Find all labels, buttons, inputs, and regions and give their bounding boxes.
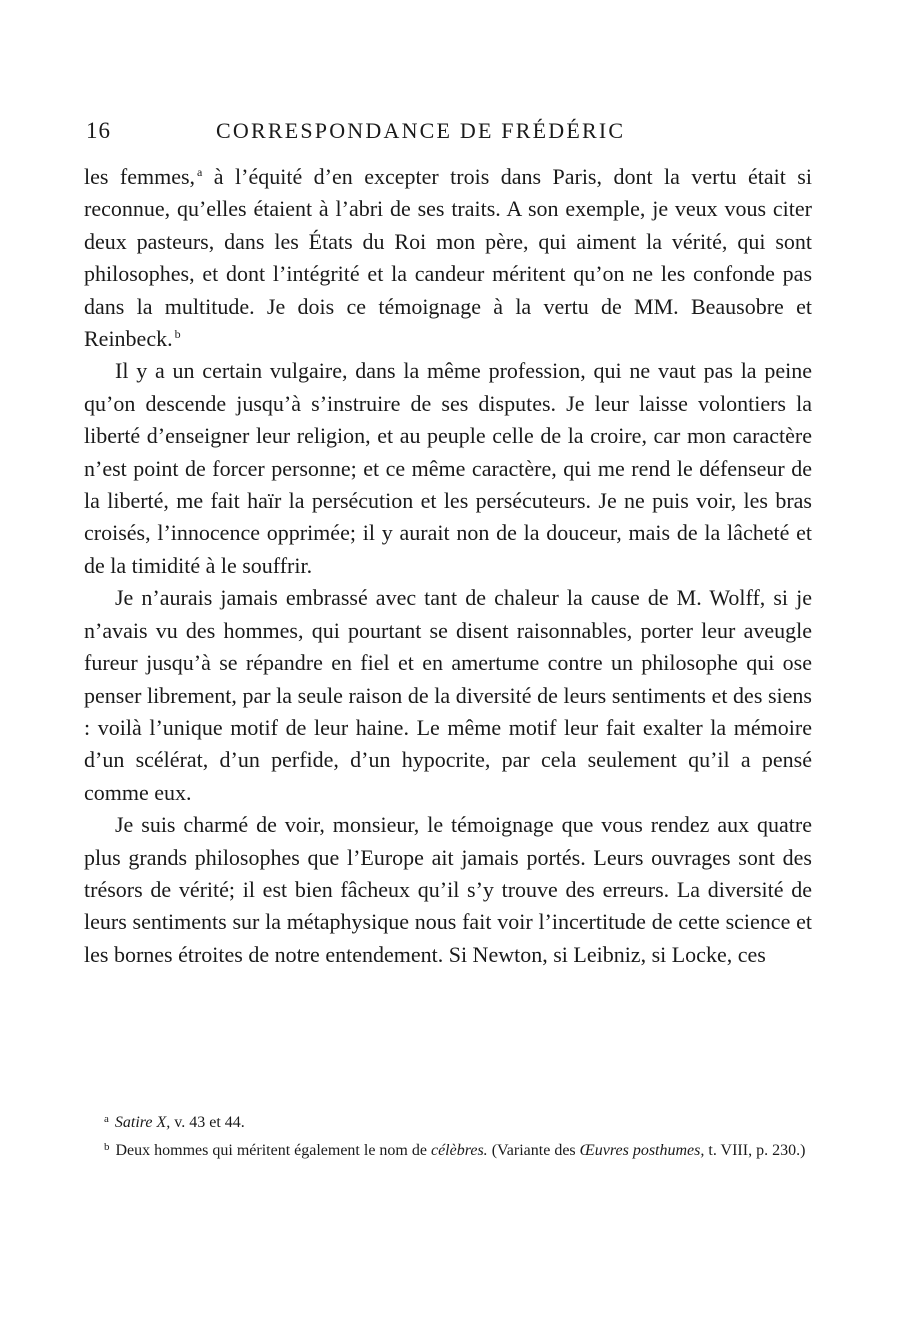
footnote-a-title: Satire X, bbox=[114, 1114, 171, 1131]
footnote-a-text: v. 43 et 44. bbox=[170, 1114, 245, 1131]
footnote-mark-b: b bbox=[104, 1141, 110, 1153]
footnotes bbox=[86, 1108, 812, 1164]
note-ref-a: a bbox=[197, 165, 203, 179]
body-text bbox=[84, 161, 812, 971]
paragraph-3: Je n’aurais jamais embrassé avec tant de chaleur la cause de M. Wolff, si je n’avais vu des hommes, qui pourtant se disent raisonnables, porter leur aveugle fureur jusqu’à se répandre en fiel et en amertume contre un philosophe qui ose penser librement, par la seule raison de la diversité de leurs sentiments et des siens : voilà l’unique motif de leur haine. Le même motif leur fait exalter la mémoire d’un scélérat, d’un perfide, d’un hypocrite, par cela seulement qu’il a pensé comme eux. bbox=[84, 585, 812, 805]
paragraph-4: Je suis charmé de voir, monsieur, le témoignage que vous rendez aux quatre plus grands philosophes que l’Europe ait jamais portés. Leurs ouvrages sont des trésors de vérité; il est bien fâcheux qu’il s’y trouve des erreurs. La diversité de leurs sentiments sur la métaphysique nous fait voir l’incertitude de cette science et les bornes étroites de notre entendement. Si Newton, si Leibniz, si Locke, ces bbox=[84, 812, 812, 967]
footnote-b bbox=[86, 1136, 812, 1162]
paragraph-1-start: les femmes, bbox=[84, 164, 196, 189]
paragraph-1-rest: à l’équité d’en excepter trois dans Paris, dont la vertu était si reconnue, qu’elles étaient à l’abri de ses traits. A son exemple, je veux vous citer deux pasteurs, dans les États du Roi mon père, qui aiment la vérité, qui sont philosophes, et dont l’intégrité et la candeur méritent qu’on ne les confonde pas dans la multitude. Je dois ce témoignage à la vertu de MM. Beausobre et Reinbeck. bbox=[84, 164, 812, 352]
footnote-b-text-before: Deux hommes qui méritent également le nom de bbox=[115, 1142, 431, 1159]
running-head bbox=[86, 118, 812, 150]
footnote-b-italic-1: célèbres. bbox=[430, 1142, 488, 1159]
page-number: 16 bbox=[86, 118, 111, 143]
footnote-b-text-after: t. VIII, p. 230.) bbox=[704, 1142, 806, 1159]
note-ref-b: b bbox=[174, 327, 181, 342]
paragraph-1 bbox=[84, 161, 812, 355]
footnote-b-italic-2: Œuvres posthumes, bbox=[579, 1142, 705, 1159]
footnote-b-text-middle: (Variante des bbox=[487, 1142, 580, 1159]
paragraph-2: Il y a un certain vulgaire, dans la même profession, qui ne vaut pas la peine qu’on descende jusqu’à s’instruire de ses disputes. Je leur laisse volontiers la liberté d’enseigner leur religion, et au peuple celle de la croire, car mon caractère n’est point de forcer personne; et ce même caractère, qui me rend le défenseur de la liberté, me fait haïr la persécution et les persécuteurs. Je ne puis voir, les bras croisés, l’innocence opprimée; il y aurait non de la douceur, mais de la lâcheté et de la timidité à le souffrir. bbox=[84, 358, 812, 578]
footnote-a bbox=[86, 1108, 812, 1134]
footnote-mark-a: a bbox=[104, 1113, 109, 1125]
running-title: CORRESPONDANCE DE FRÉDÉRIC bbox=[216, 118, 626, 143]
